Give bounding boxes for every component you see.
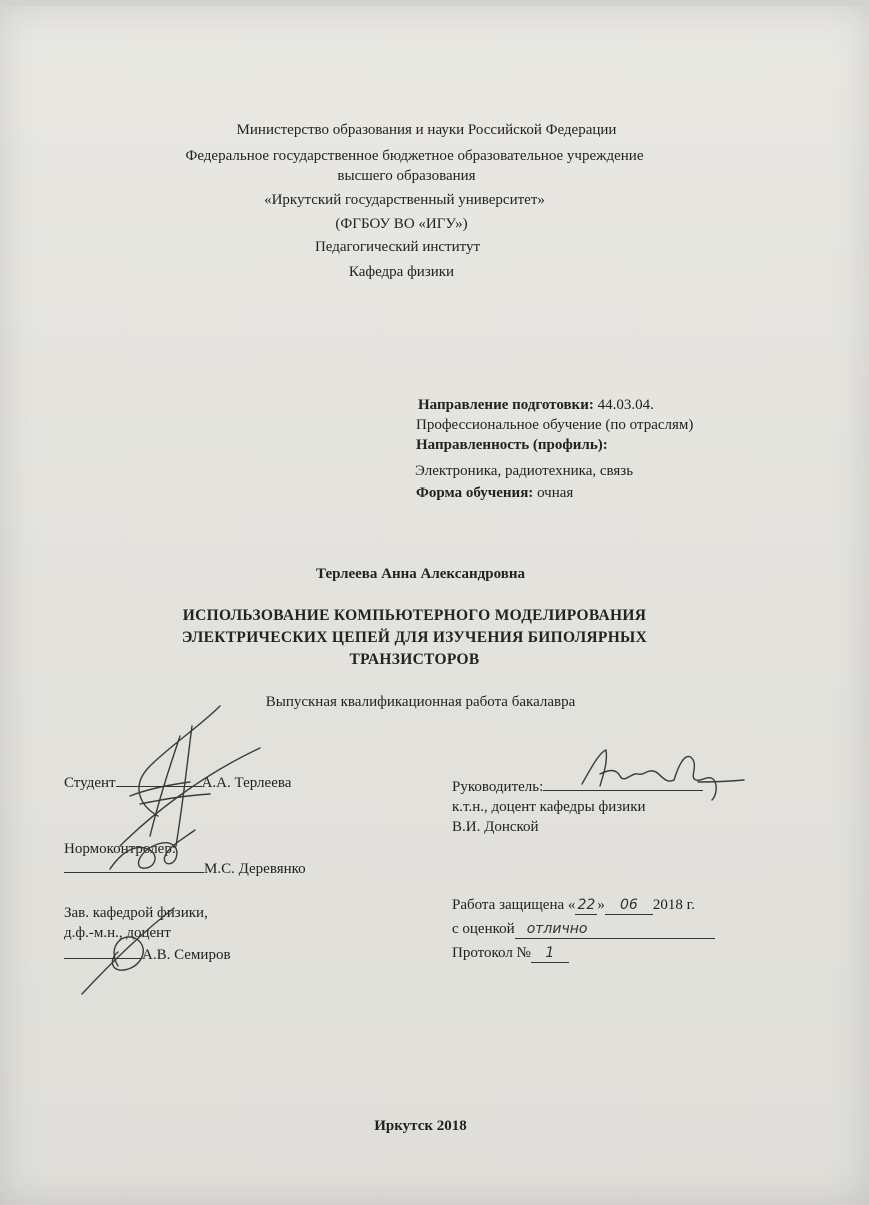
protocol-line	[452, 944, 569, 963]
defense-day: 22	[575, 896, 597, 915]
head-name: А.В. Семиров	[142, 947, 231, 963]
institute-name: Педагогический институт	[314, 239, 481, 255]
thesis-title-line-3: ТРАНЗИСТОРОВ	[349, 651, 480, 668]
supervisor-title: к.т.н., доцент кафедры физики	[452, 799, 646, 815]
ministry-line: Министерство образования и науки Российской Федерации	[236, 122, 617, 138]
city-year: Иркутск 2018	[374, 1118, 467, 1134]
student-label: Студент	[64, 775, 116, 791]
direction-name: Профессиональное обучение (по отраслям)	[416, 417, 694, 433]
grade-value: отлично	[515, 920, 715, 939]
thesis-title-line-2: ЭЛЕКТРИЧЕСКИХ ЦЕПЕЙ ДЛЯ ИЗУЧЕНИЯ БИПОЛЯРНЫХ	[181, 629, 648, 646]
supervisor-name: В.И. Донской	[452, 819, 539, 835]
protocol-number: 1	[531, 944, 569, 963]
document-page	[0, 6, 869, 1205]
head-label-1: Зав. кафедрой физики,	[64, 905, 208, 921]
normcontrol-signature-scribble	[100, 824, 200, 884]
profile-label: Направленность (профиль):	[416, 437, 608, 453]
supervisor-label: Руководитель:	[452, 779, 544, 795]
direction-line	[418, 396, 654, 414]
thesis-title-line-1: ИСПОЛЬЗОВАНИЕ КОМПЬЮТЕРНОГО МОДЕЛИРОВАНИЯ	[182, 607, 647, 624]
direction-label: Направление подготовки:	[418, 397, 594, 413]
head-label-2: д.ф.-м.н., доцент	[64, 925, 171, 941]
defense-month: 06	[605, 896, 653, 915]
defense-year: 2018 г.	[652, 897, 695, 913]
student-name: А.А. Терлеева	[201, 775, 292, 791]
author-name: Терлеева Анна Александровна	[316, 566, 525, 582]
study-form-value: очная	[537, 485, 574, 501]
education-level-line: высшего образования	[337, 168, 476, 184]
normcontrol-name: М.С. Деревянко	[204, 861, 306, 877]
head-signature-scribble	[78, 906, 178, 996]
work-type: Выпускная квалификационная работа бакалавра	[265, 694, 576, 710]
direction-value: 44.03.04.	[597, 397, 654, 413]
grade-label: с оценкой	[452, 921, 515, 937]
supervisor-signature-scribble	[578, 744, 748, 804]
department-name: Кафедра физики	[348, 264, 455, 280]
defense-date-line: Работа защищена « 22 » 06 2018 г.	[452, 897, 695, 913]
institution-type-line: Федеральное государственное бюджетное образовательное учреждение	[185, 148, 644, 164]
defense-prefix: Работа защищена «	[452, 897, 576, 913]
university-name: «Иркутский государственный университет»	[264, 192, 545, 208]
protocol-label: Протокол №	[452, 945, 531, 961]
study-form-label: Форма обучения:	[416, 485, 534, 501]
grade-line	[452, 920, 715, 939]
profile-value: Электроника, радиотехника, связь	[415, 463, 634, 479]
university-abbreviation: (ФГБОУ ВО «ИГУ»)	[335, 216, 468, 232]
normcontrol-label: Нормоконтролер:	[64, 841, 177, 857]
study-form-line	[416, 484, 573, 502]
